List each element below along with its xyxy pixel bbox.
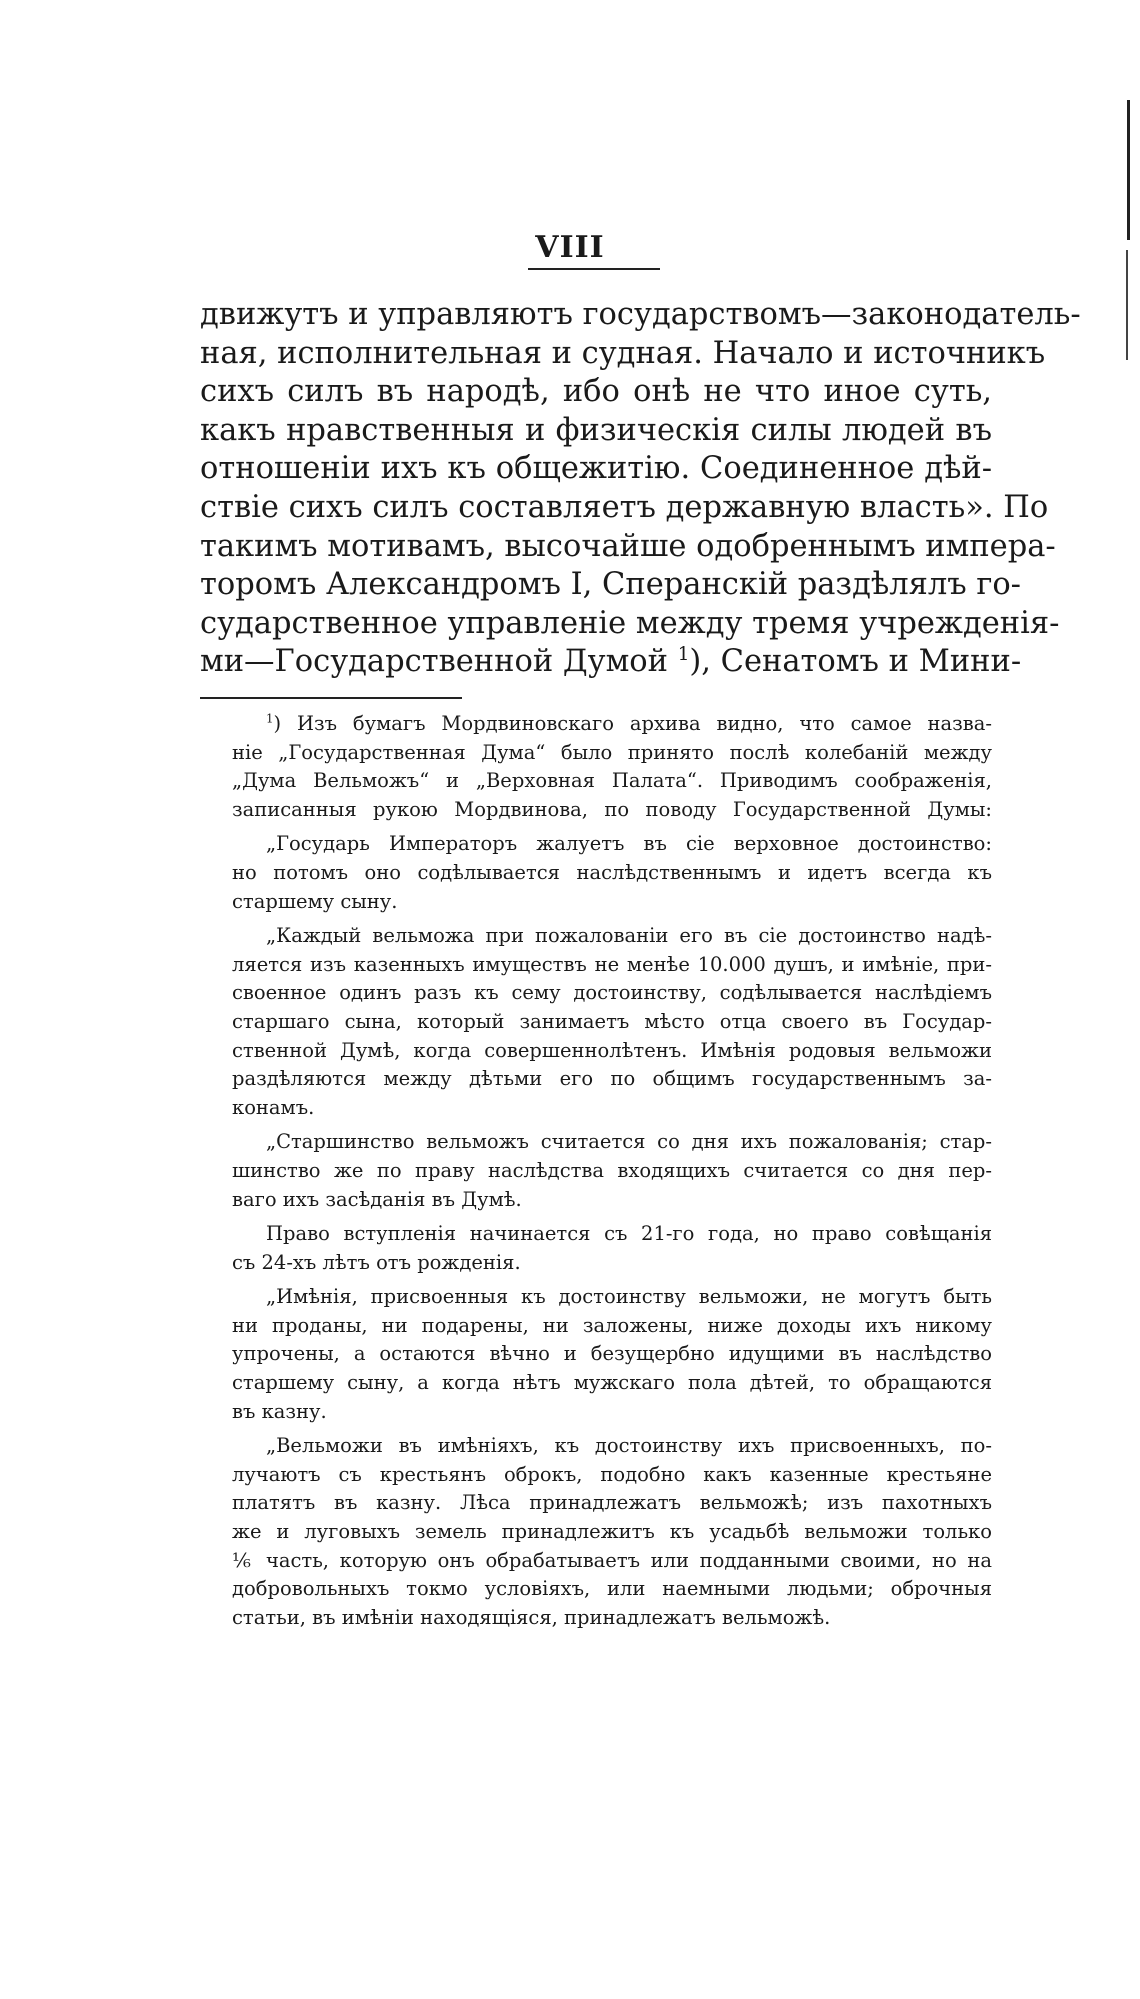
footnote-paragraph [198,830,992,916]
footnote-paragraph [198,1432,992,1632]
main-text-line: сударственное управленіе между тремя учрежденія- [200,605,1060,641]
main-text-last-line [200,643,1022,682]
footnote-reference[interactable]: 1 [677,644,690,666]
footnote-line: Право вступленія начинается съ 21-го года, но право совѣщанія [266,1222,992,1246]
footnote-line: „Имѣнія, присвоенныя къ достоинству вельможи, не могутъ быть [266,1285,992,1309]
footnote-paragraph [198,710,992,824]
footnote-line: „Государь Императоръ жалуетъ въ сіе верховное достоинство: [266,832,992,856]
footnote-line: старшаго сына, который занимаетъ мѣсто отца своего въ Государ- [232,1009,992,1033]
footnote-line: ⅙ часть, которую онъ обрабатываетъ или подданными своими, но на [232,1548,992,1572]
footnote-line: но потомъ оно содѣлывается наслѣдственнымъ и идетъ всегда къ [232,860,992,884]
scan-edge-mark-lower [1126,250,1128,360]
footnote-separator [200,697,462,699]
footnote-line: старшему сыну. [232,889,398,913]
main-text-fragment: ми—Государственной Думой [200,644,678,680]
footnote-line: записанныя рукою Мордвинова, по поводу Государственной Думы: [232,797,992,821]
main-text-line: ная, исполнительная и судная. Начало и источникъ [200,335,1046,371]
footnote-line: старшему сыну, а когда нѣтъ мужскаго пола дѣтей, то обращаются [232,1371,992,1395]
footnote-line: „Каждый вельможа при пожалованіи его въ сіе достоинство надѣ- [266,924,992,948]
footnote-marker: 1 [266,711,274,726]
footnote-paragraph [198,1283,992,1426]
footnote-paragraph [198,922,992,1122]
page-number-rule [528,268,660,270]
footnote-line: „Вельможи въ имѣніяхъ, къ достоинству ихъ присвоенныхъ, по- [266,1434,992,1458]
main-text-line: ствіе сихъ силъ составляетъ державную власть». По [200,489,1049,525]
footnote-line: статьи, въ имѣніи находящіяся, принадлежатъ вельможѣ. [232,1605,831,1629]
footnote-line: „Дума Вельможъ“ и „Верховная Палата“. Приводимъ соображенія, [232,769,992,793]
main-text-line: движутъ и управляютъ государствомъ—законодатель- [200,297,1081,332]
footnote-line: съ 24-хъ лѣтъ отъ рожденія. [232,1250,521,1274]
footnote-line: конамъ. [232,1095,315,1119]
footnote-line: же и луговыхъ земель принадлежитъ къ усадьбѣ вельможи только [232,1520,992,1544]
main-text-line: такимъ мотивамъ, высочайше одобреннымъ импера- [200,528,1056,564]
footnote-paragraph [198,1220,992,1277]
main-text-line: какъ нравственныя и физическія силы людей въ [200,412,992,448]
footnote-line: платятъ въ казну. Лѣса принадлежатъ вельможѣ; изъ пахотныхъ [232,1491,992,1515]
page-number: VIII [535,230,605,265]
footnote-line: „Старшинство вельможъ считается со дня ихъ пожалованія; стар- [266,1130,992,1154]
footnote-line: въ казну. [232,1399,327,1423]
main-text-fragment: ), Сенатомъ и Мини- [689,644,1022,680]
main-text-line: сихъ силъ въ народѣ, ибо онѣ не что иное суть, [200,374,992,410]
footnote-line: лучаютъ съ крестьянъ оброкъ, подобно какъ казенные крестьяне [232,1462,992,1486]
footnote-line: шинство же по праву наслѣдства входящихъ считается со дня пер- [232,1158,992,1182]
footnote-line: ваго ихъ засѣданія въ Думѣ. [232,1187,522,1211]
main-text [200,296,1081,682]
footnote-line: ніе „Государственная Дума“ было принято послѣ колебаній между [232,740,992,764]
footnote-line-text: ) Изъ бумагъ Мордвиновскаго архива видно, что самое назва- [273,712,992,735]
footnote-line: ни проданы, ни подарены, ни заложены, ниже доходы ихъ никому [232,1313,992,1337]
footnote-line: упрочены, а остаются вѣчно и безущербно идущими въ наслѣдство [232,1342,992,1366]
footnote-line [198,710,992,739]
main-text-line: торомъ Александромъ I, Сперанскій раздѣлялъ го- [200,567,1021,603]
scan-edge-mark [1127,100,1130,240]
footnote-paragraph [198,1128,992,1214]
footnote-line: ственной Думѣ, когда совершеннолѣтенъ. Имѣнія родовыя вельможи [232,1038,992,1062]
footnote-line: раздѣляются между дѣтьми его по общимъ государственнымъ за- [232,1067,992,1091]
footnote-line: добровольныхъ токмо условіяхъ, или наемными людьми; оброчныя [232,1577,992,1601]
main-text-line: отношеніи ихъ къ общежитію. Соединенное дѣй- [200,451,992,487]
footnote-line: ляется изъ казенныхъ имуществъ не менѣе 10.000 душъ, и имѣніе, при- [232,952,992,976]
footnotes [198,710,992,1638]
footnote-line: своенное одинъ разъ къ сему достоинству, содѣлывается наслѣдіемъ [232,981,992,1005]
